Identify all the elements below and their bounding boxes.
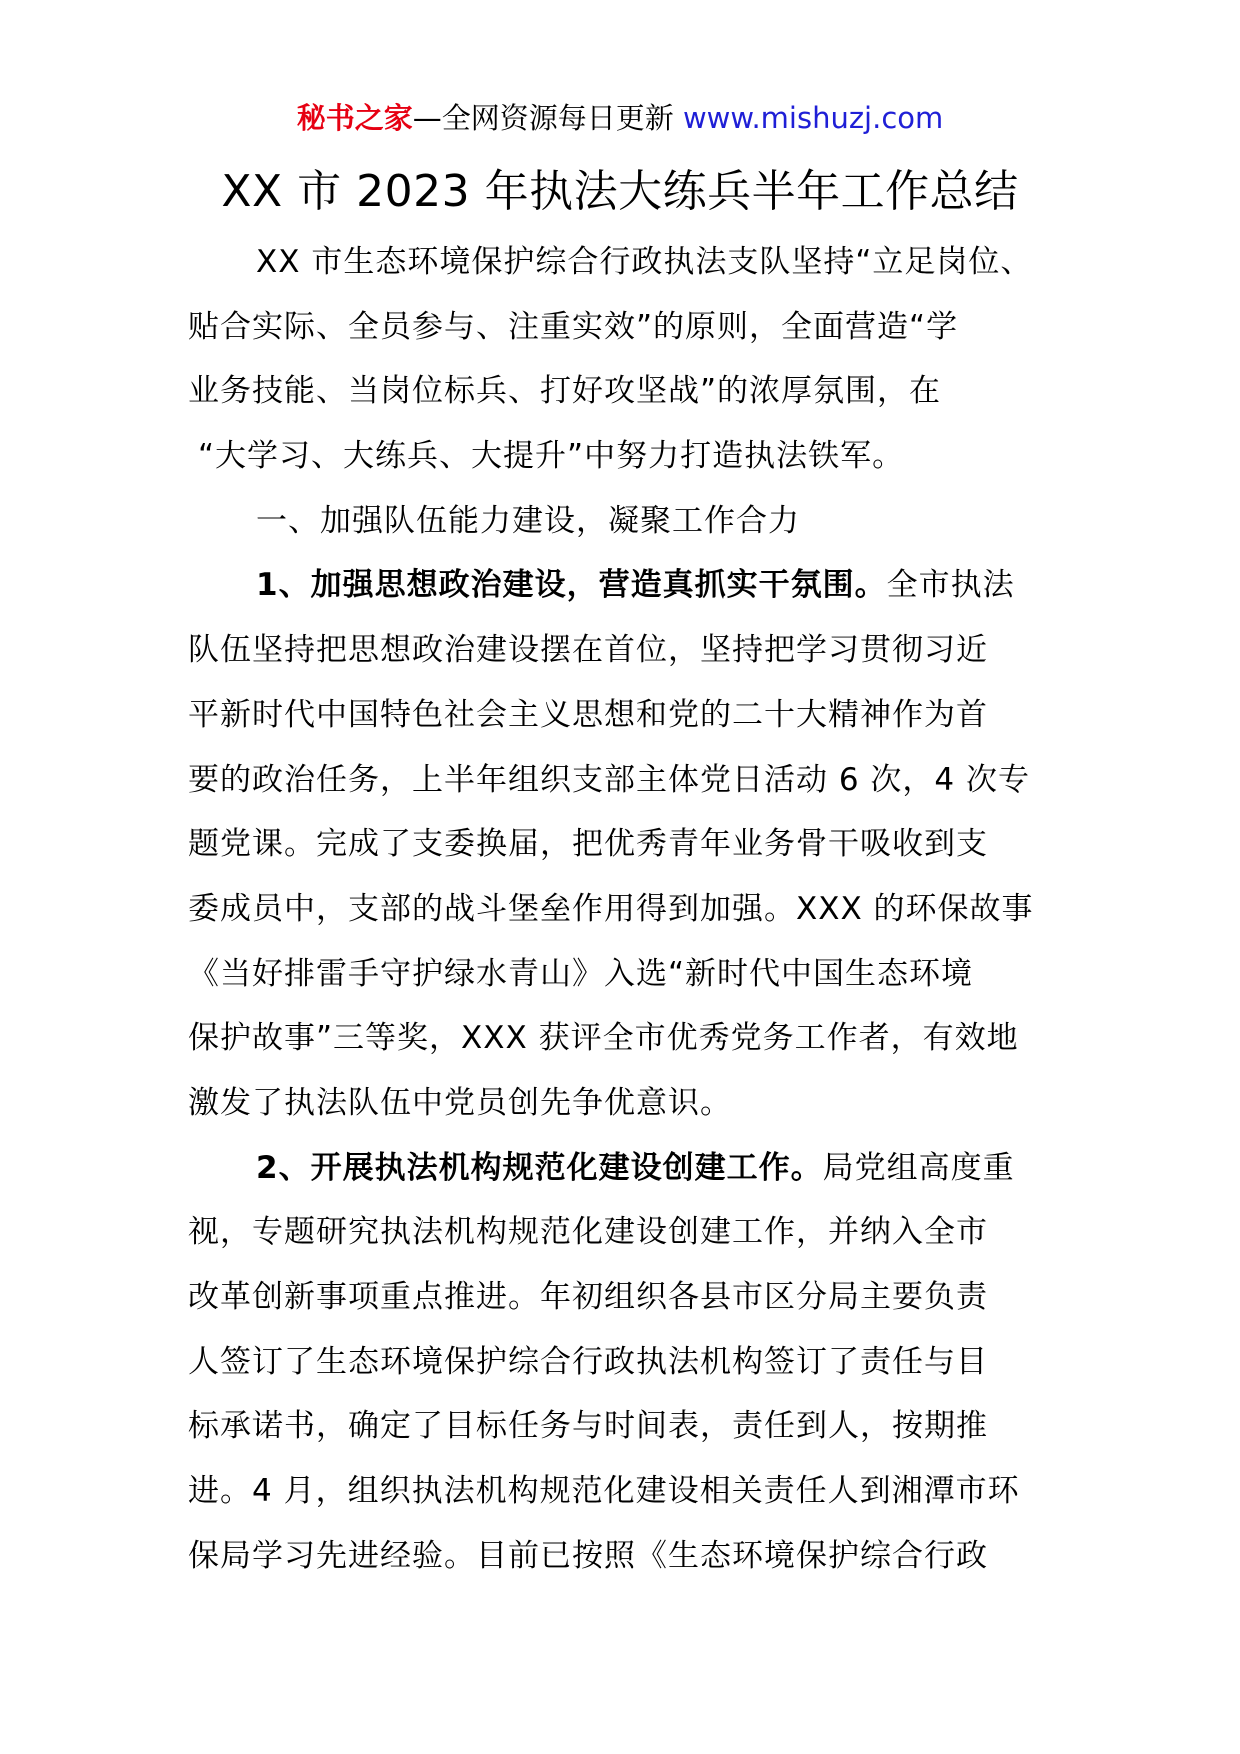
paragraph-1-line: 激发了执法队伍中党员创先争优意识。 xyxy=(188,1084,732,1121)
section-heading: 一、加强队伍能力建设，凝聚工作合力 xyxy=(256,502,800,539)
paragraph-2-line xyxy=(188,1136,1058,1201)
paragraph-1-line: 《当好排雷手守护绿水青山》入选“新时代中国生态环境 xyxy=(188,955,974,992)
paragraph-1-line: 保护故事”三等奖，XXX 获评全市优秀党务工作者，有效地 xyxy=(188,1020,1019,1057)
paragraph-2-line: 视，专题研究执法机构规范化建设创建工作，并纳入全市 xyxy=(188,1214,988,1251)
document-title: XX 市 2023 年执法大练兵半年工作总结 xyxy=(221,166,1019,217)
paragraph-2-line: 人签订了生态环境保护综合行政执法机构签订了责任与目 xyxy=(188,1343,988,1380)
paragraph-2-text: 局党组高度重 xyxy=(822,1149,1015,1186)
paragraph-2-line: 进。4 月，组织执法机构规范化建设相关责任人到湘潭市环 xyxy=(188,1473,1020,1510)
paragraph-intro-line: 业务技能、当岗位标兵、打好攻坚战”的浓厚氛围，在 xyxy=(188,373,942,410)
paragraph-2-line: 保局学习先进经验。目前已按照《生态环境保护综合行政 xyxy=(188,1537,988,1574)
paragraph-intro-line: 贴合实际、全员参与、注重实效”的原则，全面营造“学 xyxy=(188,308,959,345)
paragraph-intro-line: XX 市生态环境保护综合行政执法支队坚持“立足岗位、 xyxy=(256,244,1033,280)
paragraph-1-line: 要的政治任务，上半年组织支部主体党日活动 6 次，4 次专 xyxy=(188,761,1031,798)
paragraph-1-line: 队伍坚持把思想政治建设摆在首位，坚持把学习贯彻习近 xyxy=(188,632,988,669)
paragraph-1-line: 委成员中，支部的战斗堡垒作用得到加强。XXX 的环保故事 xyxy=(188,890,1034,927)
subheading-1: 1、加强思想政治建设，营造真抓实干氛围。 xyxy=(256,567,887,604)
paragraph-2-line: 标承诺书，确定了目标任务与时间表，责任到人，按期推 xyxy=(188,1408,988,1445)
document-body xyxy=(188,230,1058,1588)
paragraph-intro-line: “大学习、大练兵、大提升”中努力打造执法铁军。 xyxy=(198,438,905,475)
site-header xyxy=(0,98,1240,138)
paragraph-1-line: 平新时代中国特色社会主义思想和党的二十大精神作为首 xyxy=(188,696,988,733)
subheading-2: 2、开展执法机构规范化建设创建工作。 xyxy=(256,1149,823,1186)
site-brand: 秘书之家 xyxy=(296,101,413,135)
site-tagline: —全网资源每日更新 xyxy=(412,101,683,135)
paragraph-1-line: 题党课。完成了支委换届，把优秀青年业务骨干吸收到支 xyxy=(188,826,988,863)
paragraph-1-text: 全市执法 xyxy=(886,567,1015,604)
paragraph-2-line: 改革创新事项重点推进。年初组织各县市区分局主要负责 xyxy=(188,1279,988,1315)
site-url-link[interactable]: www.mishuzj.com xyxy=(682,101,944,135)
paragraph-1-line xyxy=(188,553,1058,618)
